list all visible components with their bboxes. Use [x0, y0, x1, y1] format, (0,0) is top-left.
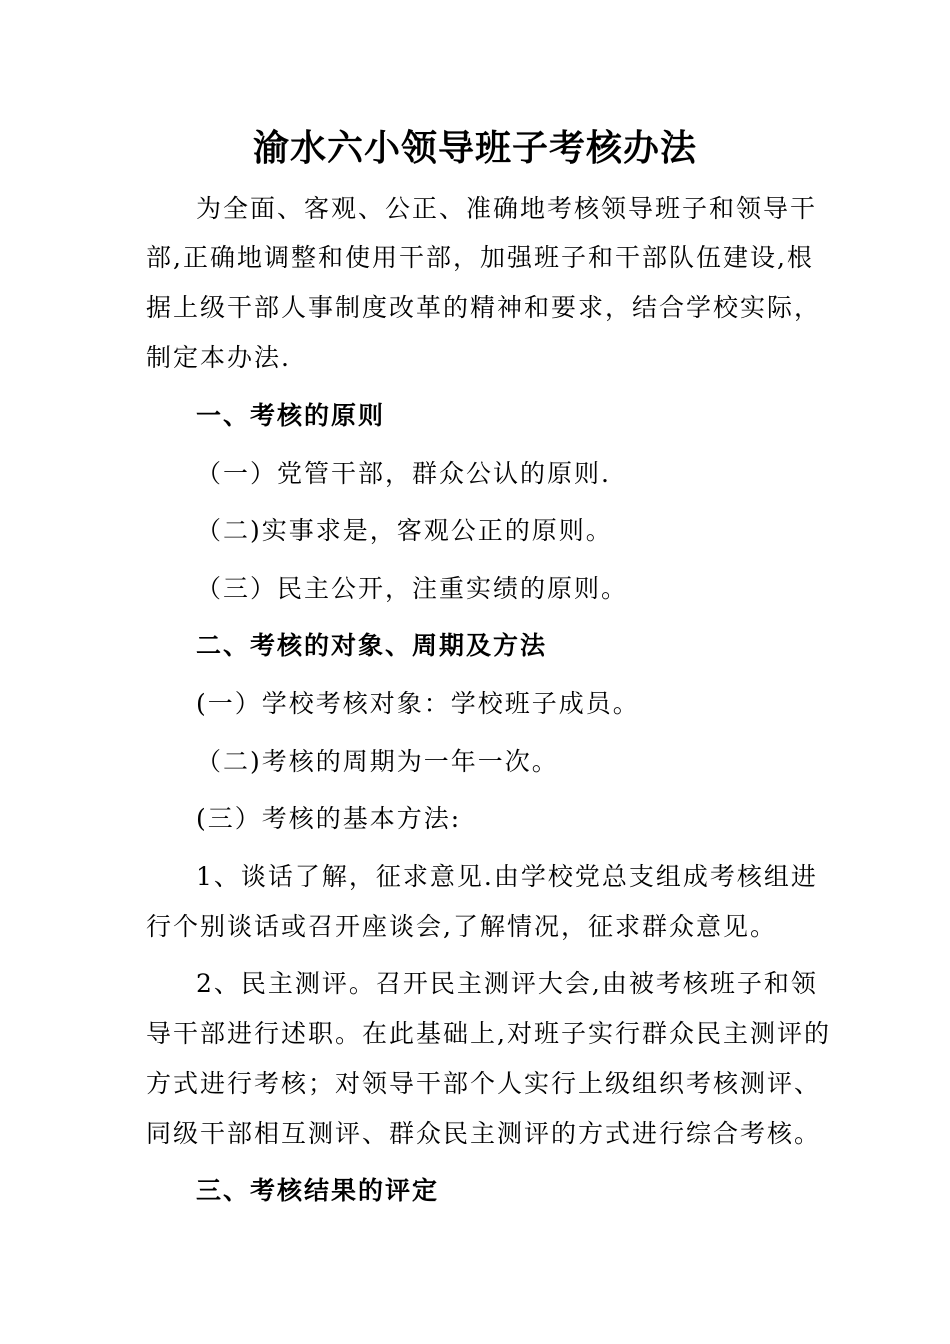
method-2-line-2: 导干部进行述职。在此基础上,对班子实行群众民主测评的 — [146, 1019, 831, 1048]
method-2-line-1: 2、民主测评。召开民主测评大会,由被考核班子和领 — [196, 969, 818, 998]
section-1-item-3: （三）民主公开，注重实绩的原则。 — [196, 574, 629, 603]
intro-line-1: 为全面、客观、公正、准确地考核领导班子和领导干 — [196, 194, 818, 223]
section-2-item-2: （二)考核的周期为一年一次。 — [196, 747, 559, 776]
section-2-heading: 二、考核的对象、周期及方法 — [196, 631, 548, 660]
section-2-item-1: (一）学校考核对象：学校班子成员。 — [196, 689, 640, 718]
intro-line-3: 据上级干部人事制度改革的精神和要求，结合学校实际， — [146, 293, 822, 322]
method-2-line-3: 方式进行考核；对领导干部个人实行上级组织考核测评、 — [146, 1069, 822, 1098]
method-1-line-1: 1、谈话了解，征求意见.由学校党总支组成考核组进 — [196, 862, 818, 891]
method-1-line-2: 行个别谈话或召开座谈会,了解情况，征求群众意见。 — [146, 912, 777, 941]
section-2-item-3: (三）考核的基本方法: — [196, 804, 462, 833]
section-3-heading: 三、考核结果的评定 — [196, 1176, 440, 1205]
section-1-heading: 一、考核的原则 — [196, 401, 386, 430]
document-title: 渝水六小领导班子考核办法 — [252, 127, 697, 169]
section-1-item-1: （一）党管干部，群众公认的原则. — [196, 459, 611, 488]
section-1-item-2: （二)实事求是，客观公正的原则。 — [196, 516, 613, 545]
intro-line-2: 部,正确地调整和使用干部，加强班子和干部队伍建设,根 — [146, 243, 814, 272]
method-2-line-4: 同级干部相互测评、群众民主测评的方式进行综合考核。 — [146, 1119, 822, 1148]
intro-line-4: 制定本办法. — [146, 343, 291, 372]
